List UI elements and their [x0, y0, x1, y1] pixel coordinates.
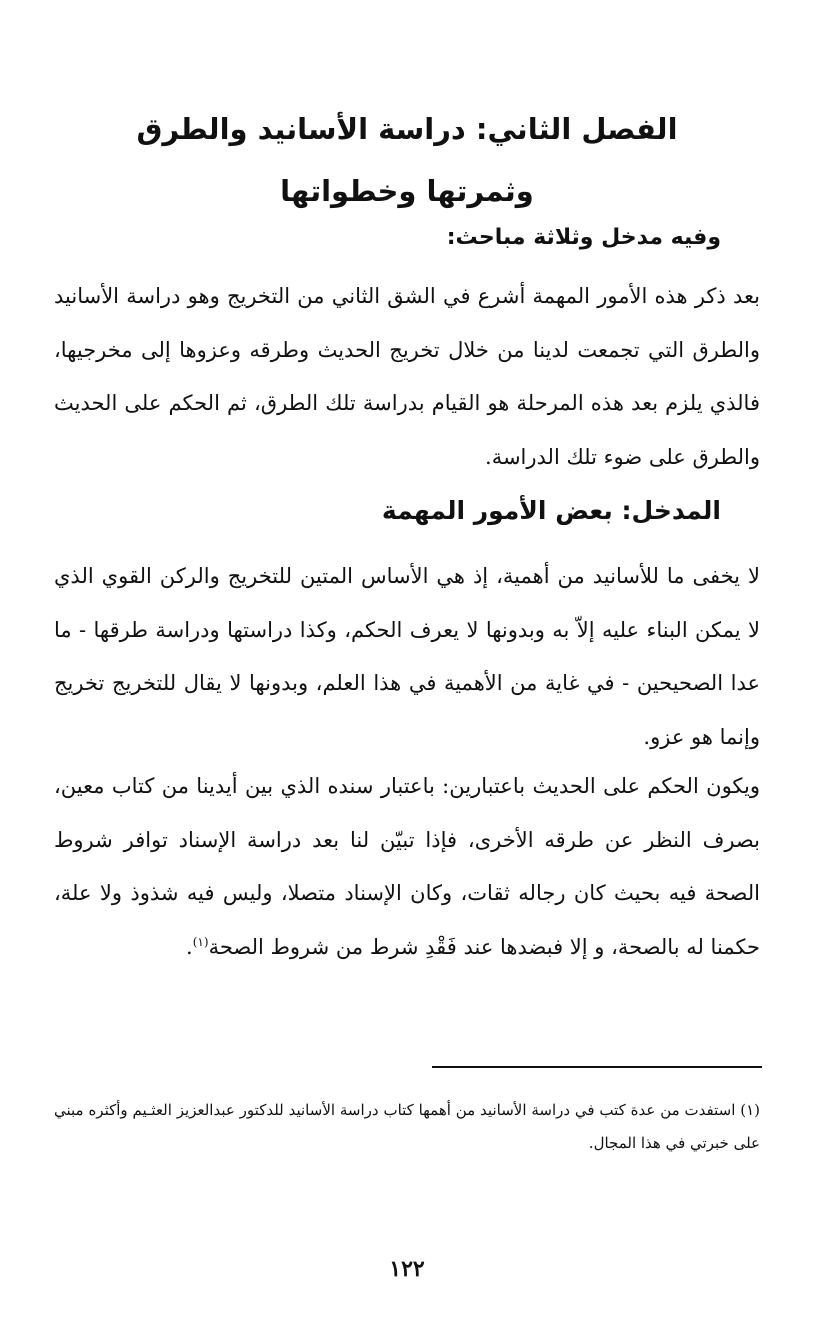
paragraph-1: بعد ذكر هذه الأمور المهمة أشرع في الشق الثاني من التخريج وهو دراسة الأسانيد والطرق التي تجمعت لدينا من خلال تخريج الحديث وطرقه وعزوها إلى مخرجيها، فالذي يلزم بعد هذه المرحلة هو القيام بدراسة تلك الطرق، ثم الحكم على الحديث والطرق على ضوء تلك الدراسة.	[54, 284, 760, 469]
paragraph-3-text: ويكون الحكم على الحديث باعتبارين: باعتبار سنده الذي بين أيدينا من كتاب معين، بصرف النظر عن طرقه الأخرى، فإذا تبيّن لنا بعد دراسة الإسناد توافر شروط الصحة فيه بحيث كان رجاله ثقات، وكان الإسناد متصلا، وليس فيه شذوذ ولا علة، حكمنا له بالصحة، و إلا فبضدها عند فَقْدِ شرط من شروط الصحة	[54, 774, 760, 959]
chapter-title: الفصل الثاني: دراسة الأسانيد والطرق وثمرتها وخطواتها	[136, 112, 678, 208]
intro-line: وفيه مدخل وثلاثة مباحث:	[446, 225, 721, 250]
paragraph-3-end: .	[186, 934, 193, 959]
section-heading: المدخل: بعض الأمور المهمة	[381, 496, 721, 525]
footnote-reference[interactable]: (١)	[192, 934, 209, 949]
paragraph-2: لا يخفى ما للأسانيد من أهمية، إذ هي الأساس المتين للتخريج والركن القوي الذي لا يمكن البناء عليه إلاّ به وبدونها لا يعرف الحكم، وكذا دراستها ودراسة طرقها - ما عدا الصحيحين - في غاية من الأهمية في هذا العلم، وبدونها لا يقال للتخريج تخريج وإنما هو عزو.	[54, 564, 760, 749]
footnote-divider	[432, 1066, 762, 1068]
footnote: (١) استفدت من عدة كتب في دراسة الأسانيد من أهمها كتاب دراسة الأسانيد للدكتور عبدالعزيز العثـيم وأكثره مبني على خبرتي في هذا المجال.	[54, 1101, 760, 1152]
page-number: ١٢٢	[389, 1256, 425, 1282]
paragraph-3	[54, 760, 760, 974]
